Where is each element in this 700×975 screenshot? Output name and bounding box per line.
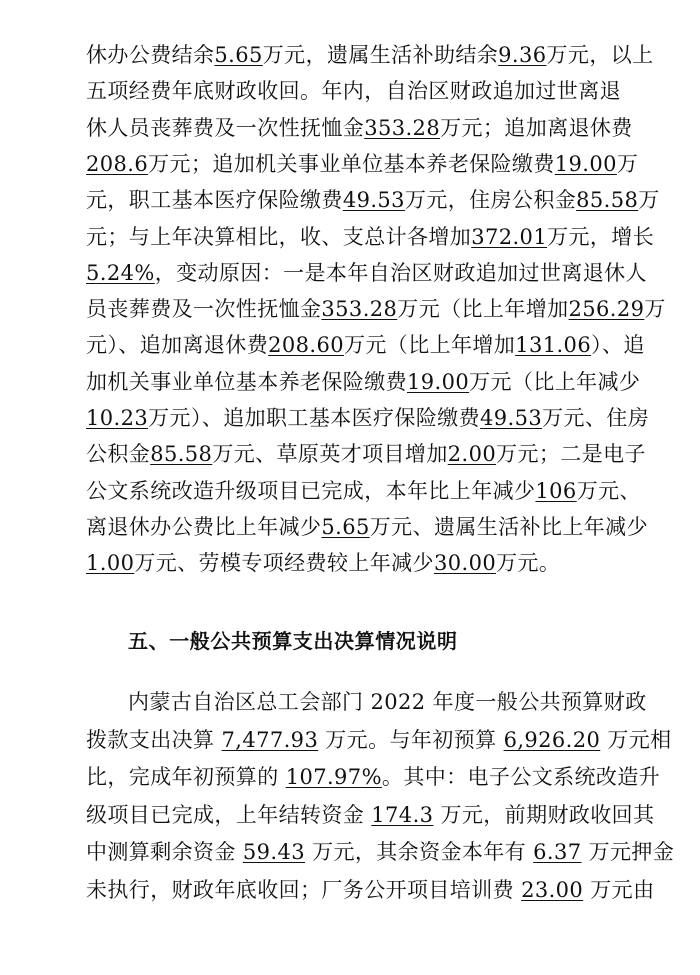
underlined-figure: 10.23 — [86, 406, 149, 430]
text-run: ，变动原因：一是本年自治区财政追加过世离退休人 — [154, 260, 647, 285]
text-line — [86, 367, 646, 397]
text-run: 万元，以上 — [546, 43, 654, 67]
text-run: 。其中：电子公文系统改造升 — [381, 765, 661, 789]
text-line — [86, 258, 646, 288]
text-run: 五项经费年底财政收回。年内，自治区财政追加过世离退 — [86, 79, 621, 104]
text-line — [86, 294, 666, 324]
text-line — [86, 439, 646, 469]
underlined-figure: 174.3 — [371, 802, 434, 827]
text-run: 万元，增长 — [547, 224, 655, 249]
underlined-figure: 9.36 — [498, 43, 547, 67]
text-run: 万元，前期财政收回其 — [433, 802, 655, 827]
text-run: 万元押金 — [581, 840, 675, 864]
text-run: 万元，其余资金本年有 — [305, 840, 534, 864]
underlined-figure: 49.53 — [480, 406, 543, 430]
text-line — [86, 875, 655, 905]
text-line — [86, 725, 672, 755]
text-run: 万元、遗属生活补比上年减少 — [369, 514, 648, 539]
underlined-figure: 256.29 — [568, 297, 645, 322]
text-run: 万元、 — [576, 478, 641, 503]
underlined-figure: 6.37 — [533, 840, 582, 864]
text-run: 未执行，财政年底收回；厂务公开项目培训费 — [86, 877, 522, 902]
text-run: 万元；二是电子 — [496, 442, 646, 467]
underlined-figure: 1.00 — [86, 551, 135, 576]
text-run: 万元（比上年增加 — [344, 333, 516, 358]
text-run: 公积金 — [86, 442, 151, 467]
underlined-figure: 5.65 — [214, 43, 263, 67]
text-run: ）、追 — [591, 333, 645, 358]
text-line — [86, 403, 650, 433]
text-run: 万 — [638, 188, 660, 213]
text-run: 万元由 — [583, 877, 655, 902]
text-run: 万元。与年初预算 — [318, 727, 504, 752]
text-line — [86, 512, 646, 542]
text-run: 万 — [616, 151, 639, 176]
text-run: 万元、住房 — [542, 406, 650, 430]
underlined-figure: 372.01 — [471, 224, 548, 249]
text-run: 万元、劳模专项经费较上年减少 — [134, 551, 434, 576]
text-run: 员丧葬费及一次性抚恤金 — [86, 297, 322, 322]
text-run: 内蒙古自治区总工会部门 2022 年度一般公共预算财政 — [128, 690, 647, 714]
text-run: 元）、追加离退休费 — [86, 333, 269, 358]
text-run: 万元；追加离退休费 — [440, 115, 633, 140]
text-run: 万元（比上年减少 — [469, 369, 641, 394]
text-run: 万元（比上年增加 — [397, 297, 569, 322]
section-heading: 五、一般公共预算支出决算情况说明 — [128, 629, 458, 653]
text-line — [86, 330, 646, 360]
text-line — [86, 113, 646, 143]
text-run: 万 — [644, 297, 666, 322]
text-run: 万元相 — [600, 727, 672, 752]
underlined-figure: 131.06 — [515, 333, 592, 358]
text-line — [86, 222, 655, 252]
underlined-figure: 19.00 — [407, 369, 470, 394]
underlined-figure: 5.65 — [321, 514, 370, 539]
text-run: 休人员丧葬费及一次性抚恤金 — [86, 115, 365, 140]
text-run: 级项目已完成，上年结转资金 — [86, 802, 372, 827]
text-line — [86, 837, 675, 867]
text-run: 万元。 — [496, 551, 561, 576]
underlined-figure: 5.24% — [86, 260, 155, 285]
text-run: 万元；追加机关事业单位基本养老保险缴费 — [148, 151, 555, 176]
text-line — [86, 185, 660, 215]
text-run: 元，职工基本医疗保险缴费 — [86, 188, 343, 213]
underlined-figure: 85.58 — [576, 188, 639, 213]
text-run: 离退休办公费比上年减少 — [86, 514, 322, 539]
text-run: 万元，遗属生活补助结余 — [262, 43, 499, 67]
text-line — [86, 149, 646, 179]
underlined-figure: 59.43 — [242, 840, 305, 864]
text-run: 中测算剩余资金 — [86, 840, 243, 864]
underlined-figure: 353.28 — [321, 297, 398, 322]
underlined-figure: 107.97% — [285, 765, 382, 789]
text-line — [86, 548, 646, 578]
text-run: 元；与上年决算相比，收、支总计各增加 — [86, 224, 472, 249]
text-run: 万元）、追加职工基本医疗保险缴费 — [148, 406, 481, 430]
text-run: 比，完成年初预算的 — [86, 765, 286, 789]
underlined-figure: 30.00 — [433, 551, 497, 576]
text-line — [86, 476, 646, 506]
underlined-figure: 106 — [535, 478, 577, 503]
text-run: 万元，住房公积金 — [404, 188, 577, 213]
text-line — [86, 40, 654, 70]
text-run: 万元、草原英才项目增加 — [212, 442, 448, 467]
underlined-figure: 208.60 — [268, 333, 344, 358]
text-run: 休办公费结余 — [86, 43, 215, 67]
underlined-figure: 208.6 — [86, 151, 149, 176]
underlined-figure: 2.00 — [447, 442, 497, 467]
underlined-figure: 7,477.93 — [221, 727, 319, 752]
underlined-figure: 85.58 — [150, 442, 213, 467]
underlined-figure: 49.53 — [342, 188, 405, 213]
underlined-figure: 353.28 — [364, 115, 441, 140]
text-line — [86, 762, 661, 792]
text-run: 拨款支出决算 — [86, 727, 222, 752]
underlined-figure: 23.00 — [521, 877, 584, 902]
text-run: 加机关事业单位基本养老保险缴费 — [86, 369, 407, 394]
underlined-figure: 19.00 — [554, 151, 617, 176]
text-line — [128, 687, 648, 717]
text-run: 公文系统改造升级项目已完成，本年比上年减少 — [86, 478, 536, 503]
text-line — [86, 800, 655, 830]
text-line — [86, 76, 646, 106]
underlined-figure: 6,926.20 — [503, 727, 601, 752]
